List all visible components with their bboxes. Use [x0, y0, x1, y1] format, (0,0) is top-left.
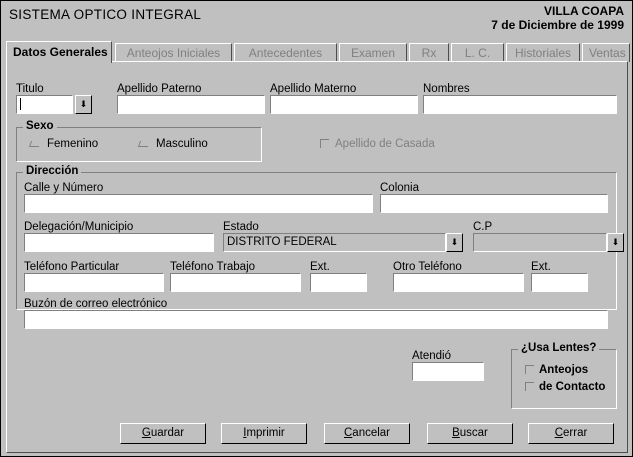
ext-trabajo-input[interactable] [310, 273, 367, 292]
direccion-legend: Dirección [23, 165, 81, 177]
cerrar-label: Cerrar [554, 427, 588, 439]
cp-label: C.P [473, 221, 493, 233]
cancelar-label: Cancelar [343, 427, 391, 439]
telefono-particular-label: Teléfono Particular [24, 261, 120, 273]
current-date: 7 de Diciembre de 1999 [491, 18, 624, 32]
app-title: SISTEMA OPTICO INTEGRAL [9, 7, 202, 22]
apellido-casada-label: Apellido de Casada [335, 138, 435, 150]
cancelar-button[interactable] [324, 423, 410, 444]
apellido-paterno-label: Apellido Paterno [117, 83, 202, 95]
tab-label: Ventas [589, 46, 626, 60]
tab-label: Rx [421, 46, 437, 60]
delegacion-label: Delegación/Municipio [24, 221, 134, 233]
ext-otro-input[interactable] [531, 273, 588, 292]
calle-input[interactable] [24, 194, 373, 213]
sexo-legend: Sexo [23, 120, 57, 132]
window-header [1, 1, 632, 35]
tab-examen[interactable] [339, 43, 407, 62]
nombres-input[interactable] [423, 95, 617, 114]
colonia-input[interactable] [380, 194, 608, 213]
titulo-label: Titulo [16, 83, 44, 95]
ext-otro-label: Ext. [531, 261, 551, 273]
branch-info [491, 4, 624, 32]
imprimir-label: Imprimir [243, 427, 285, 439]
buzon-input[interactable] [24, 310, 608, 329]
cp-dropdown-icon[interactable]: ⬇ [607, 233, 624, 252]
buscar-button[interactable] [427, 423, 513, 444]
calle-label: Calle y Número [24, 182, 104, 194]
atendio-input[interactable] [412, 362, 484, 381]
colonia-label: Colonia [380, 182, 419, 194]
estado-label: Estado [223, 221, 259, 233]
apellido-casada-checkbox[interactable] [319, 138, 330, 149]
ext-trabajo-label: Ext. [310, 261, 330, 273]
tab-label: Antecedentes [248, 46, 323, 60]
tab-bar [6, 41, 628, 62]
anteojos-label: Anteojos [539, 364, 589, 376]
estado-input[interactable]: DISTRITO FEDERAL [223, 233, 446, 252]
usa-lentes-group [511, 349, 617, 409]
apellido-paterno-input[interactable] [117, 95, 265, 114]
tab-rx[interactable] [409, 43, 449, 62]
de-contacto-label: de Contacto [539, 381, 606, 393]
usa-lentes-legend: ¿Usa Lentes? [518, 342, 599, 354]
tab-antecedentes[interactable] [234, 43, 337, 62]
apellido-materno-input[interactable] [270, 95, 418, 114]
otro-telefono-label: Otro Teléfono [393, 261, 462, 273]
imprimir-button[interactable] [221, 423, 307, 444]
radio-masculino-label: Masculino [156, 138, 208, 150]
tab-label: Datos Generales [13, 45, 108, 59]
cp-input[interactable] [473, 233, 607, 252]
radio-femenino[interactable] [30, 138, 41, 149]
otro-telefono-input[interactable] [393, 273, 524, 292]
apellido-materno-label: Apellido Materno [270, 83, 357, 95]
tab-ventas[interactable] [582, 43, 630, 62]
nombres-label: Nombres [423, 83, 470, 95]
tab-datos-generales[interactable] [6, 41, 112, 63]
tab-anteojos-iniciales[interactable] [115, 43, 232, 62]
guardar-button[interactable] [120, 423, 206, 444]
titulo-dropdown-icon[interactable]: ⬇ [75, 95, 92, 114]
tab-label: L. C. [464, 46, 491, 60]
branch-name: VILLA COAPA [544, 4, 624, 18]
tab-historiales[interactable] [506, 43, 580, 62]
estado-dropdown-icon[interactable]: ⬇ [446, 233, 463, 252]
datos-generales-panel [6, 61, 628, 453]
telefono-particular-input[interactable] [24, 273, 164, 292]
anteojos-checkbox[interactable] [524, 364, 535, 375]
cerrar-button[interactable] [528, 423, 614, 444]
buzon-label: Buzón de correo electrónico [24, 298, 168, 310]
radio-masculino[interactable] [139, 138, 150, 149]
titulo-input[interactable] [16, 95, 73, 114]
tab-label: Examen [350, 46, 396, 60]
delegacion-input[interactable] [24, 233, 214, 252]
telefono-trabajo-input[interactable] [170, 273, 301, 292]
buscar-label: Buscar [452, 427, 488, 439]
tab-label: Anteojos Iniciales [126, 46, 221, 60]
telefono-trabajo-label: Teléfono Trabajo [170, 261, 256, 273]
radio-femenino-label: Femenino [47, 138, 99, 150]
guardar-label: Guardar [141, 427, 185, 439]
tab-lc[interactable] [451, 43, 504, 62]
atendio-label: Atendió [412, 350, 452, 362]
de-contacto-checkbox[interactable] [524, 381, 535, 392]
tab-label: Historiales [514, 46, 571, 60]
